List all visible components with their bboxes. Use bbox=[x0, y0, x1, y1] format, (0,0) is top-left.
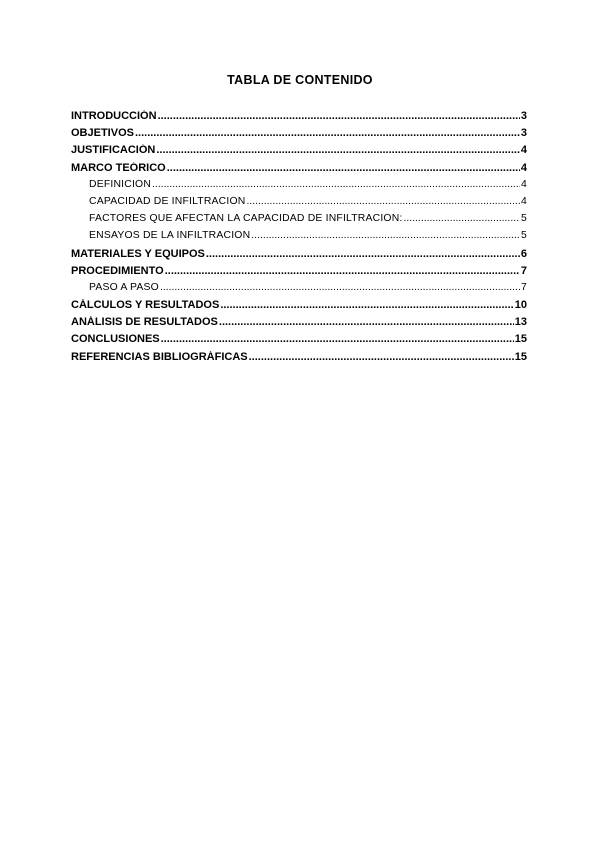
toc-entry-introduccion[interactable] bbox=[71, 110, 527, 127]
toc-entry-label: CÁLCULOS Y RESULTADOS bbox=[71, 299, 220, 312]
toc-entry-page: 5 bbox=[521, 230, 527, 242]
toc-leader-dots bbox=[167, 162, 520, 174]
toc-entry-label: MATERIALES Y EQUIPOS bbox=[71, 247, 205, 260]
toc-leader-dots bbox=[219, 316, 514, 328]
toc-entry-procedimiento[interactable] bbox=[71, 265, 527, 282]
toc-entry-page: 4 bbox=[521, 195, 527, 207]
toc-leader-dots bbox=[158, 110, 520, 122]
table-of-contents bbox=[71, 110, 527, 368]
toc-entry-referencias-bibliograficas[interactable] bbox=[71, 351, 527, 368]
toc-leader-dots bbox=[135, 127, 520, 139]
toc-entry-factores[interactable] bbox=[71, 213, 527, 230]
toc-leader-dots bbox=[152, 179, 520, 190]
toc-entry-conclusiones[interactable] bbox=[71, 333, 527, 350]
toc-entry-materiales-y-equipos[interactable] bbox=[71, 248, 527, 265]
toc-entry-label: REFERENCIAS BIBLIOGRÁFICAS bbox=[71, 350, 248, 363]
toc-entry-page: 10 bbox=[514, 299, 527, 312]
toc-entry-page: 7 bbox=[521, 281, 527, 293]
toc-entry-objetivos[interactable] bbox=[71, 127, 527, 144]
toc-entry-page: 4 bbox=[521, 178, 527, 190]
toc-leader-dots bbox=[246, 196, 520, 207]
toc-entry-page: 5 bbox=[521, 213, 527, 225]
toc-entry-label: DEFINICIÓN bbox=[89, 178, 152, 190]
toc-entry-capacidad-de-infiltracion[interactable] bbox=[71, 196, 527, 213]
toc-leader-dots bbox=[251, 230, 520, 241]
toc-title: TABLA DE CONTENIDO bbox=[227, 73, 373, 87]
toc-entry-label: PROCEDIMIENTO bbox=[71, 264, 164, 277]
toc-entry-label: MARCO TEÓRICO bbox=[71, 161, 166, 174]
toc-entry-page: 6 bbox=[520, 247, 527, 260]
toc-entry-label: ENSAYOS DE LA INFILTRACIÓN bbox=[89, 230, 251, 242]
toc-leader-dots bbox=[160, 282, 520, 293]
toc-entry-page: 15 bbox=[514, 333, 527, 346]
toc-leader-dots bbox=[161, 333, 514, 345]
toc-entry-page: 4 bbox=[520, 144, 527, 157]
toc-entry-label: INTRODUCCIÓN bbox=[71, 110, 157, 122]
toc-entry-label: CAPACIDAD DE INFILTRACIÓN bbox=[89, 195, 246, 207]
toc-entry-label: PASO A PASO bbox=[89, 281, 159, 293]
toc-entry-label: CONCLUSIONES bbox=[71, 333, 160, 346]
toc-entry-label: JUSTIFICACIÓN bbox=[71, 144, 156, 157]
toc-entry-label: ANÁLISIS DE RESULTADOS bbox=[71, 316, 218, 329]
toc-entry-marco-teorico[interactable] bbox=[71, 162, 527, 179]
toc-entry-paso-a-paso[interactable] bbox=[71, 282, 527, 299]
toc-entry-calculos-y-resultados[interactable] bbox=[71, 299, 527, 316]
toc-entry-ensayos[interactable] bbox=[71, 230, 527, 247]
toc-entry-page: 4 bbox=[520, 161, 527, 174]
toc-leader-dots bbox=[206, 248, 520, 260]
toc-entry-page: 13 bbox=[514, 316, 527, 329]
toc-leader-dots bbox=[249, 351, 514, 363]
toc-leader-dots bbox=[404, 213, 521, 224]
toc-entry-page: 15 bbox=[514, 350, 527, 363]
toc-entry-justificacion[interactable] bbox=[71, 144, 527, 161]
toc-entry-page: 7 bbox=[520, 264, 527, 277]
toc-entry-label: OBJETIVOS bbox=[71, 127, 134, 140]
toc-entry-page: 3 bbox=[520, 127, 527, 140]
toc-entry-page: 3 bbox=[520, 110, 527, 122]
toc-leader-dots bbox=[156, 144, 520, 156]
toc-leader-dots bbox=[165, 265, 520, 277]
toc-entry-definicion[interactable] bbox=[71, 179, 527, 196]
toc-leader-dots bbox=[220, 299, 513, 311]
toc-entry-label: FACTORES QUE AFECTAN LA CAPACIDAD DE INFILTRACIÓN: bbox=[89, 213, 403, 225]
toc-entry-analisis-de-resultados[interactable] bbox=[71, 316, 527, 333]
